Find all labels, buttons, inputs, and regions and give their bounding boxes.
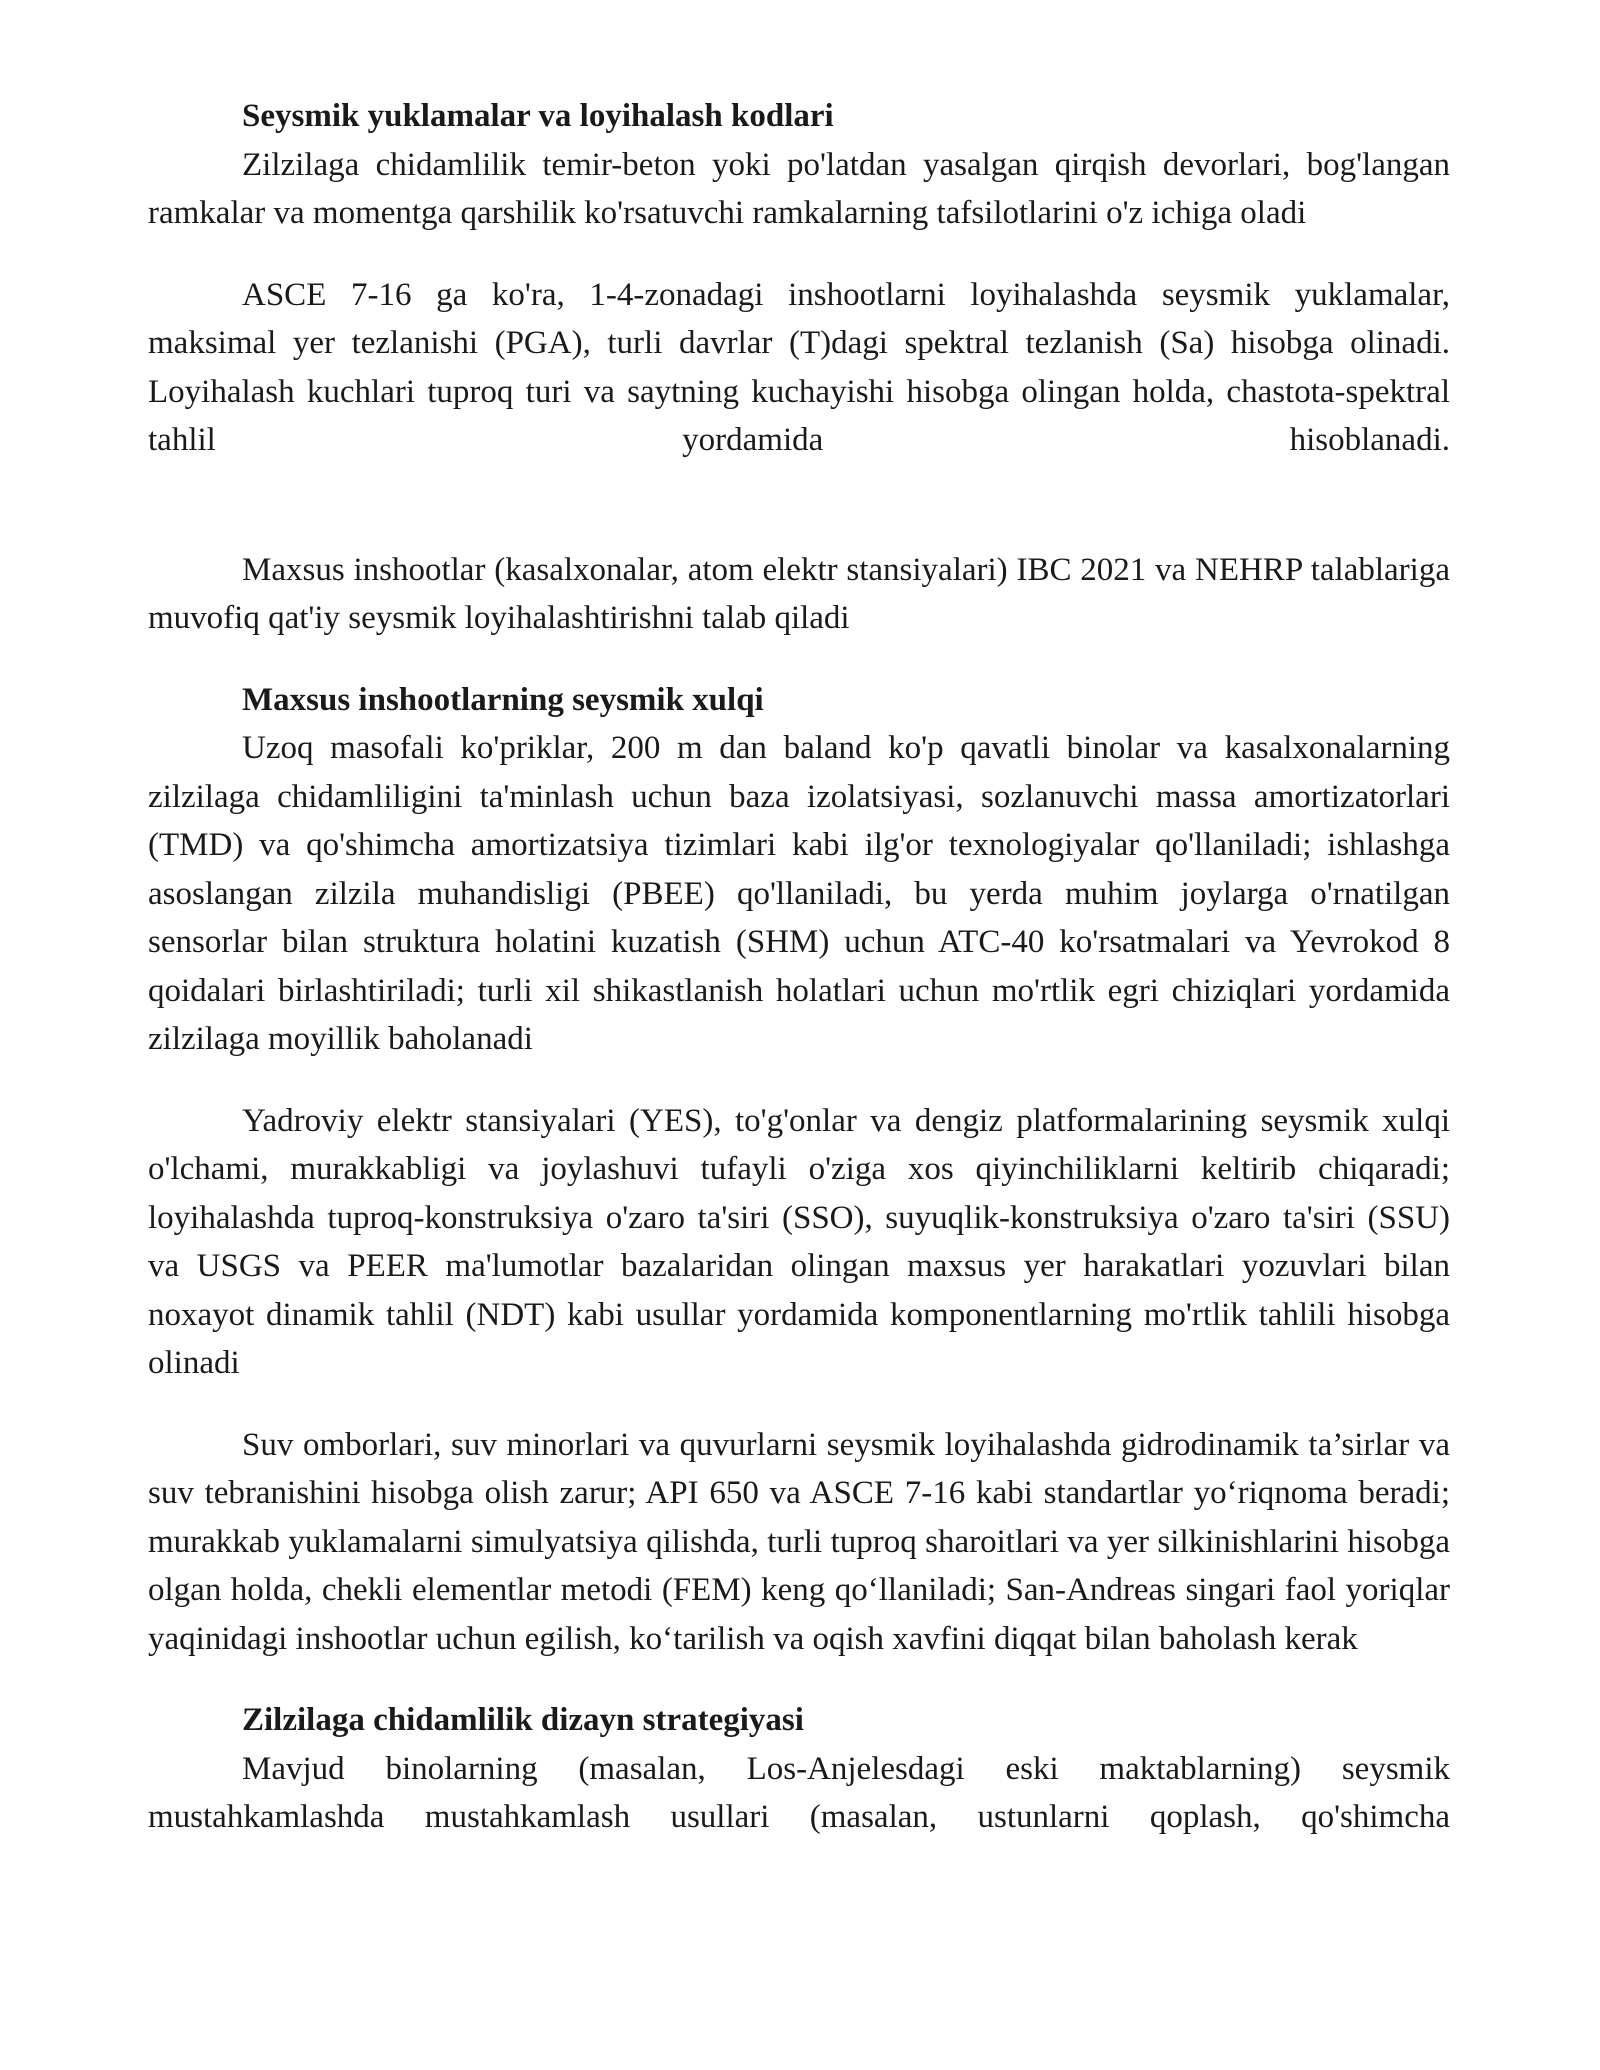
section-heading-design-strategy: Zilzilaga chidamlilik dizayn strategiyasi <box>242 1702 804 1738</box>
section-heading-special-structures: Maxsus inshootlarning seysmik xulqi <box>242 681 764 718</box>
paragraph: Uzoq masofali ko'priklar, 200 m dan baland ko'p qavatli binolar va kasalxonalarning zilzilaga chidamliligini ta'minlash uchun baza izolatsiyasi, sozlanuvchi massa amortizatorlari (TMD) va qo'shimcha amortizatsiya tizimlari kabi ilg'or texnologiyalar qo'llaniladi; ishlashga asoslangan zilzila muhandisligi (PBEE) qo'llaniladi, bu yerda muhim joylarga o'rnatilgan sensorlar bilan struktura holatini kuzatish (SHM) uchun ATC-40 ko'rsatmalari va Yevrokod 8 qoidalari birlashtiriladi; turli xil shikastlanish holatlari uchun mo'rtlik egri chiziqlari yordamida zilzilaga moyillik baholanadi <box>148 730 1450 1057</box>
paragraph: Yadroviy elektr stansiyalari (YES), to'g'onlar va dengiz platformalarining seysmik xulqi o'lchami, murakkabligi va joylashuvi tufayli o'ziga xos qiyinchiliklarni keltirib chiqaradi; loyihalashda tuproq-konstruksiya o'zaro ta'siri (SSO), suyuqlik-konstruksiya o'zaro ta'siri (SSU) va USGS va PEER ma'lumotlar bazalaridan olingan maxsus yer harakatlari yozuvlari bilan noxayot dinamik tahlil (NDT) kabi usullar yordamida komponentlarning mo'rtlik tahlili hisobga olinadi <box>148 1102 1450 1381</box>
paragraph: ASCE 7-16 ga ko'ra, 1-4-zonadagi inshootlarni loyihalashda seysmik yuklamalar, maksimal yer tezlanishi (PGA), turli davrlar (T)dagi spektral tezlanish (Sa) hisobga olinadi. Loyihalash kuchlari tuproq turi va saytning kuchayishi hisobga olingan holda, chastota-spektral tahlil yordamida hisoblanadi. <box>148 276 1450 458</box>
section-heading-seismic-loads: Seysmik yuklamalar va loyihalash kodlari <box>242 98 834 134</box>
paragraph: Mavjud binolarning (masalan, Los-Anjelesdagi eski maktablarning) seysmik mustahkamlashda mustahkamlash usullari (masalan, ustunlarni qoplash, qo'shimcha <box>148 1750 1450 1835</box>
paragraph: Suv omborlari, suv minorlari va quvurlarni seysmik loyihalashda gidrodinamik ta’sirlar va suv tebranishini hisobga olish zarur; API 650 va ASCE 7-16 kabi standartlar yo‘riqnoma beradi; murakkab yuklamalarni simulyatsiya qilishda, turli tuproq sharoitlari va yer silkinishlarini hisobga olgan holda, chekli elementlar metodi (FEM) keng qo‘llaniladi; San-Andreas singari faol yoriqlar yaqinidagi inshootlar uchun egilish, ko‘tarilish va oqish xavfini diqqat bilan baholash kerak <box>148 1426 1450 1657</box>
document-page <box>148 92 1450 1842</box>
paragraph: Zilzilaga chidamlilik temir-beton yoki po'latdan yasalgan qirqish devorlari, bog'langan ramkalar va momentga qarshilik ko'rsatuvchi ramkalarning tafsilotlarini o'z ichiga oladi <box>148 146 1450 231</box>
paragraph: Maxsus inshootlar (kasalxonalar, atom elektr stansiyalari) IBC 2021 va NEHRP talablariga muvofiq qat'iy seysmik loyihalashtirishni talab qiladi <box>148 551 1450 636</box>
